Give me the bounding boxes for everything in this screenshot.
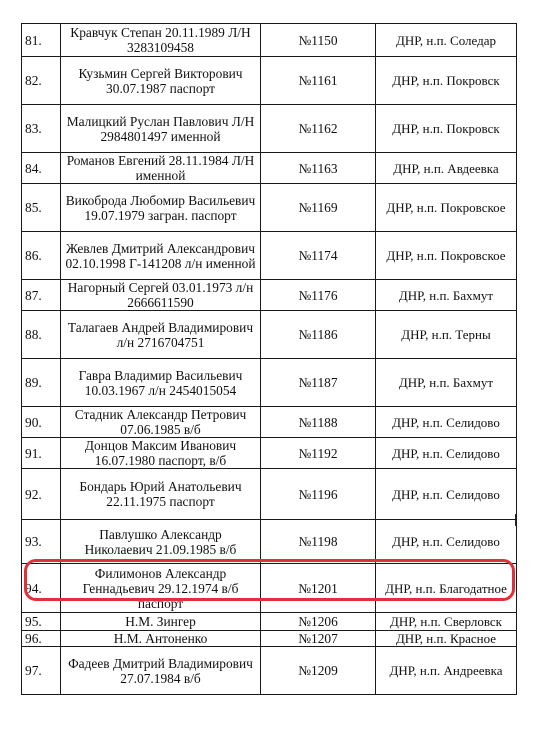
document-number-cell: №1150 xyxy=(261,24,376,57)
table-row xyxy=(22,647,517,695)
row-number-cell: 85. xyxy=(22,184,61,232)
document-number-cell: №1209 xyxy=(261,647,376,695)
row-number-cell: 84. xyxy=(22,153,61,184)
location-cell: ДНР, н.п. Покровск xyxy=(376,57,517,105)
location-cell: ДНР, н.п. Красное xyxy=(376,631,517,647)
document-number-cell: №1198 xyxy=(261,520,376,564)
person-name-cell: Нагорный Сергей 03.01.1973 л/н 2666611590 xyxy=(61,280,261,311)
location-cell: ДНР, н.п. Покровск xyxy=(376,105,517,153)
person-name-cell: Кравчук Степан 20.11.1989 Л/Н 3283109458 xyxy=(61,24,261,57)
person-name-cell: Филимонов Александр Геннадьевич 29.12.1974 в/б паспорт xyxy=(61,564,261,613)
row-number-cell: 91. xyxy=(22,438,61,469)
location-cell: ДНР, н.п. Сверловск xyxy=(376,613,517,631)
location-cell: ДНР, н.п. Селидово xyxy=(376,407,517,438)
person-name-cell: Жевлев Дмитрий Александрович 02.10.1998 Г-141208 л/н именной xyxy=(61,232,261,280)
location-cell: ДНР, н.п. Покровское xyxy=(376,232,517,280)
row-number-cell: 92. xyxy=(22,469,61,520)
person-name-cell: Н.М. Антоненко xyxy=(61,631,261,647)
document-number-cell: №1186 xyxy=(261,311,376,359)
document-number-cell: №1201 xyxy=(261,564,376,613)
location-cell: ДНР, н.п. Селидово xyxy=(376,438,517,469)
table-row xyxy=(22,105,517,153)
document-number-cell: №1207 xyxy=(261,631,376,647)
person-name-cell: Кузьмин Сергей Викторович 30.07.1987 паспорт xyxy=(61,57,261,105)
document-number-cell: №1163 xyxy=(261,153,376,184)
document-number-cell: №1188 xyxy=(261,407,376,438)
row-number-cell: 88. xyxy=(22,311,61,359)
table-row xyxy=(22,469,517,520)
person-name-cell: Малицкий Руслан Павлович Л/Н 2984801497 именной xyxy=(61,105,261,153)
person-name-cell: Н.М. Зингер xyxy=(61,613,261,631)
location-cell: ДНР, н.п. Терны xyxy=(376,311,517,359)
location-cell: ДНР, н.п. Бахмут xyxy=(376,280,517,311)
row-number-cell: 94. xyxy=(22,564,61,613)
person-name-cell: Романов Евгений 28.11.1984 Л/Н именной xyxy=(61,153,261,184)
location-cell: ДНР, н.п. Покровское xyxy=(376,184,517,232)
location-cell: ДНР, н.п. Селидово xyxy=(376,520,517,564)
table-row xyxy=(22,57,517,105)
person-name-cell: Талагаев Андрей Владимирович л/н 2716704751 xyxy=(61,311,261,359)
location-cell: ДНР, н.п. Авдеевка xyxy=(376,153,517,184)
location-cell: ДНР, н.п. Бахмут xyxy=(376,359,517,407)
table-row xyxy=(22,613,517,631)
person-name-cell: Павлушко Александр Николаевич 21.09.1985 в/б xyxy=(61,520,261,564)
row-number-cell: 86. xyxy=(22,232,61,280)
table-row xyxy=(22,407,517,438)
document-number-cell: №1176 xyxy=(261,280,376,311)
location-cell: ДНР, н.п. Селидово xyxy=(376,469,517,520)
edge-mark xyxy=(515,514,517,526)
person-name-cell: Фадеев Дмитрий Владимирович 27.07.1984 в/б xyxy=(61,647,261,695)
person-name-cell: Викоброда Любомир Васильевич 19.07.1979 загран. паспорт xyxy=(61,184,261,232)
table-row xyxy=(22,520,517,564)
table-row xyxy=(22,24,517,57)
person-name-cell: Донцов Максим Иванович 16.07.1980 паспорт, в/б xyxy=(61,438,261,469)
person-name-cell: Бондарь Юрий Анатольевич 22.11.1975 паспорт xyxy=(61,469,261,520)
location-cell: ДНР, н.п. Благодатное xyxy=(376,564,517,613)
document-number-cell: №1161 xyxy=(261,57,376,105)
table-row xyxy=(22,232,517,280)
row-number-cell: 87. xyxy=(22,280,61,311)
row-number-cell: 83. xyxy=(22,105,61,153)
table-row xyxy=(22,359,517,407)
person-name-cell: Гавра Владимир Васильевич 10.03.1967 л/н 2454015054 xyxy=(61,359,261,407)
document-number-cell: №1192 xyxy=(261,438,376,469)
table-row xyxy=(22,438,517,469)
document-number-cell: №1162 xyxy=(261,105,376,153)
document-number-cell: №1206 xyxy=(261,613,376,631)
table-row xyxy=(22,311,517,359)
highlight-box xyxy=(24,559,515,601)
document-number-cell: №1169 xyxy=(261,184,376,232)
row-number-cell: 82. xyxy=(22,57,61,105)
row-number-cell: 95. xyxy=(22,613,61,631)
document-number-cell: №1187 xyxy=(261,359,376,407)
location-cell: ДНР, н.п. Андреевка xyxy=(376,647,517,695)
document-number-cell: №1174 xyxy=(261,232,376,280)
table-row xyxy=(22,153,517,184)
row-number-cell: 90. xyxy=(22,407,61,438)
person-name-cell: Стадник Александр Петрович 07.06.1985 в/б xyxy=(61,407,261,438)
row-number-cell: 96. xyxy=(22,631,61,647)
document-number-cell: №1196 xyxy=(261,469,376,520)
table-row xyxy=(22,631,517,647)
row-number-cell: 93. xyxy=(22,520,61,564)
table-row xyxy=(22,280,517,311)
row-number-cell: 81. xyxy=(22,24,61,57)
row-number-cell: 97. xyxy=(22,647,61,695)
row-number-cell: 89. xyxy=(22,359,61,407)
table-row xyxy=(22,184,517,232)
location-cell: ДНР, н.п. Соледар xyxy=(376,24,517,57)
